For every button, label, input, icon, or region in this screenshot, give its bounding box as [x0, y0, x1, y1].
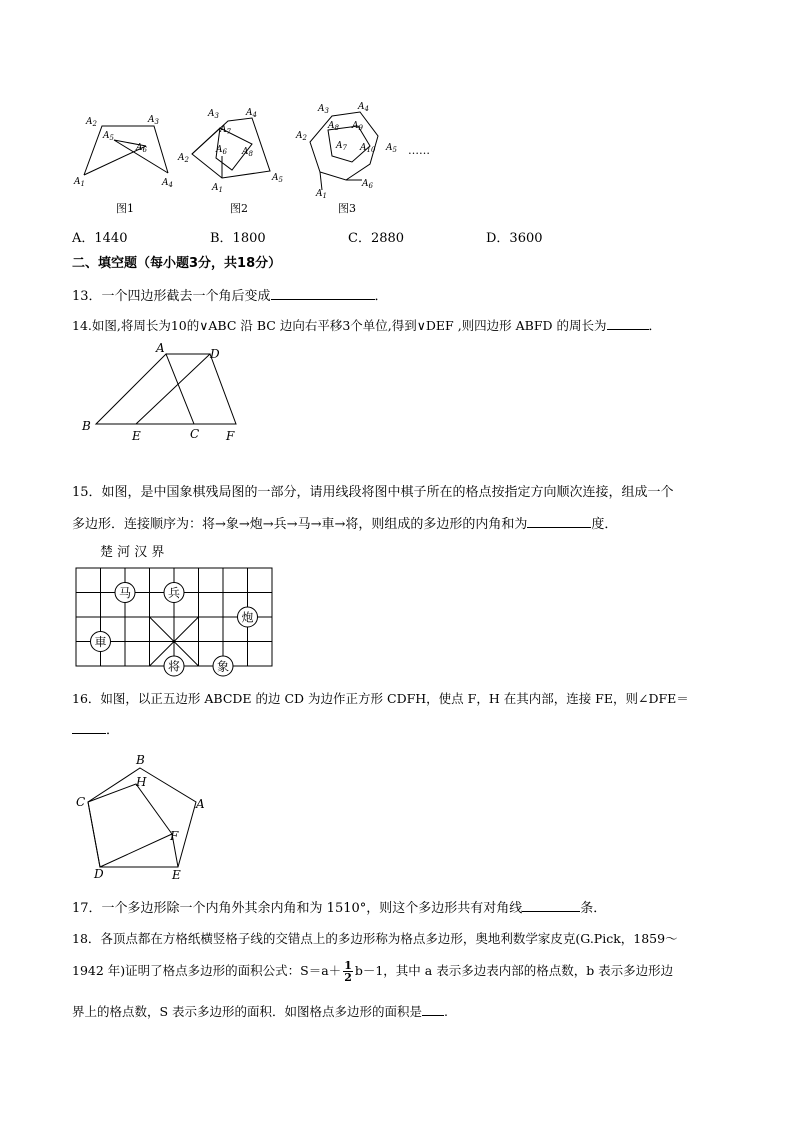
q16-label-h: H	[136, 775, 147, 789]
figure-2	[192, 118, 270, 178]
q14-label-f: F	[226, 429, 235, 443]
q18-line1: 18．各顶点都在方格纸横竖格子线的交错点上的多边形称为格点多边形，奥地利数学家皮克(G.Pick，1859～	[72, 931, 678, 946]
fig2-label-a1: $A_1$	[212, 183, 223, 194]
piece-bing-label: 兵	[167, 586, 181, 600]
figure-1	[84, 126, 168, 175]
fig3-label-a9: $A_9$	[352, 121, 363, 132]
q15-answer-blank[interactable]	[527, 514, 591, 528]
q17	[72, 898, 606, 918]
fig2-label-a2: $A_2$	[178, 153, 189, 164]
fig1-label-a2: $A_2$	[86, 117, 97, 128]
q16-line1: 16．如图，以正五边形 ABCDE 的边 CD 为边作正方形 CDFH，使点 F，H 在其内部，连接 FE，则∠DFE＝	[72, 691, 689, 706]
q15-chess-board	[70, 540, 280, 680]
fig1-label-a5: $A_5$	[103, 131, 114, 142]
fig3-label-a2: $A_2$	[296, 131, 307, 142]
fig2-label-a5: $A_5$	[272, 173, 283, 184]
q13-end: ．	[374, 289, 388, 304]
fig2-label-a3: $A_3$	[208, 109, 219, 120]
piece-pao-label: 炮	[241, 610, 254, 625]
fig1-label-a6: $A_6$	[136, 143, 147, 154]
q14-label-c: C	[190, 427, 200, 441]
option-d[interactable]: D．3600	[486, 231, 543, 246]
q18-line2-end: b－1，其中 a 表示多边表内部的格点数，b 表示多边形边	[354, 963, 674, 978]
fig2-caption: 图2	[230, 202, 248, 215]
q18-line3	[72, 1002, 448, 1021]
fig3-label-a3: $A_3$	[318, 104, 329, 115]
fig1-label-a3: $A_3$	[148, 115, 159, 126]
fig3-caption: 图3	[338, 202, 356, 215]
q16-answer-blank[interactable]	[72, 720, 106, 734]
q16-label-c: C	[76, 795, 86, 809]
option-c[interactable]: C．2880	[348, 231, 405, 246]
q14-label-a: A	[156, 341, 165, 355]
fraction-numerator: 1	[344, 959, 352, 972]
q14-label-b: B	[82, 419, 91, 433]
q16-label-e: E	[172, 868, 181, 882]
q17-end: 条．	[580, 901, 607, 916]
fig1-caption: 图1	[116, 202, 134, 215]
board-top-text: 楚 河 汉 界	[100, 545, 165, 560]
fig3-label-a4: $A_4$	[358, 102, 369, 113]
piece-xiang-label: 象	[216, 659, 230, 674]
q14-text: 14.如图,将周长为10的∨ABC 沿 BC 边向右平移3个单位,得到∨DEF ,则四边形 ABFD 的周长为	[72, 318, 607, 333]
q16-end: ．	[106, 723, 120, 738]
q13	[72, 286, 388, 306]
q14-figure	[78, 340, 258, 445]
q16-label-f: F	[170, 829, 179, 843]
q14-label-e: E	[132, 429, 141, 443]
piece-ma-label: 马	[118, 586, 132, 600]
option-b[interactable]: B．1800	[210, 231, 266, 246]
fraction-denominator: 2	[344, 971, 352, 984]
q15-line1: 15．如图，是中国象棋残局图的一部分，请用线段将图中棋子所在的格点按指定方向顺次连接，组成一个	[72, 485, 674, 500]
q18-end: .	[444, 1004, 449, 1019]
option-a[interactable]: A．1440	[72, 231, 128, 246]
fig-ellipsis: ……	[408, 144, 430, 157]
q16-label-b: B	[136, 753, 145, 767]
q14-label-d: D	[210, 347, 220, 361]
fig3-label-a10: $A_{10}$	[360, 143, 376, 154]
q12-figures	[70, 98, 450, 218]
q15-text: 多边形．连接顺序为：将→象→炮→兵→马→車→将，则组成的多边形的内角和为	[72, 517, 528, 532]
fraction-half	[343, 960, 353, 983]
q15-line2	[72, 514, 617, 534]
q17-answer-blank[interactable]	[522, 898, 580, 912]
q18-line2-start: 1942 年)证明了格点多边形的面积公式：S＝a＋	[72, 963, 342, 978]
q13-text: 13．一个四边形截去一个角后变成	[72, 289, 271, 304]
q16-line2	[72, 720, 119, 740]
fig3-label-a8: $A_8$	[328, 121, 339, 132]
q14	[72, 316, 661, 335]
piece-jiang-label: 将	[167, 659, 181, 674]
fig3-label-a1: $A_1$	[316, 189, 327, 200]
piece-che-label: 車	[94, 635, 107, 649]
q17-text: 17．一个多边形除一个内角外其余内角和为 1510°，则这个多边形共有对角线	[72, 901, 523, 916]
q14-end: ．	[648, 318, 662, 333]
q13-answer-blank[interactable]	[271, 286, 375, 300]
q18-answer-blank[interactable]	[422, 1002, 444, 1016]
fig1-label-a4: $A_4$	[162, 178, 173, 189]
fig2-label-a8: $A_8$	[242, 147, 253, 158]
q16-label-d: D	[94, 867, 104, 881]
fig2-label-a7: $A_7$	[220, 125, 231, 136]
q18-line2	[72, 958, 673, 984]
fig1-label-a1: $A_1$	[74, 177, 85, 188]
fig3-label-a6: $A_6$	[362, 179, 373, 190]
q16-label-a: A	[196, 797, 205, 811]
q14-answer-blank[interactable]	[607, 316, 649, 330]
q18-text: 界上的格点数，S 表示多边形的面积．如图格点多边形的面积是	[72, 1004, 423, 1019]
fig2-label-a4: $A_4$	[246, 108, 257, 119]
fig3-label-a7: $A_7$	[336, 141, 347, 152]
section-title: 二、填空题（每小题3分，共18分）	[72, 256, 282, 271]
fig3-label-a5: $A_5$	[386, 143, 397, 154]
q16-figure	[72, 750, 222, 885]
fig2-label-a6: $A_6$	[216, 145, 227, 156]
q15-end: 度．	[591, 517, 618, 532]
